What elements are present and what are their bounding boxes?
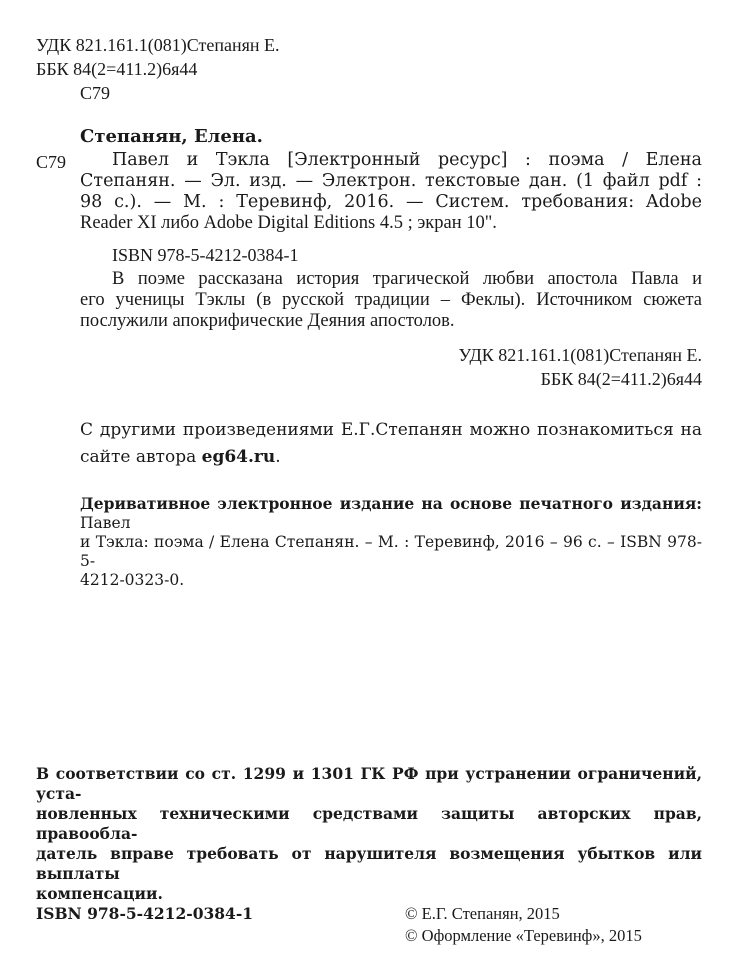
card-description xyxy=(80,150,702,234)
legal-notice xyxy=(36,764,702,904)
card-description-line: Степанян. — Эл. изд. — Электрон. текстовые дан. (1 файл pdf : xyxy=(80,171,702,191)
card-description-line: 98 с.). — М. : Теревинф, 2016. — Систем. требования: Adobe xyxy=(80,192,702,212)
derivative-line: и Тэкла: поэма / Елена Степанян. – М. : Теревинф, 2016 – 96 с. – ISBN 978-5- xyxy=(80,533,702,570)
author-mark: С79 xyxy=(80,83,111,103)
card-description-line: Reader XI либо Adobe Digital Editions 4.5 ; экран 10". xyxy=(80,213,497,233)
card-abstract xyxy=(80,269,702,332)
derivative-line: 4212-0323-0. xyxy=(80,571,185,589)
abstract-line: В поэме рассказана история трагической любви апостола Павла и xyxy=(112,269,702,289)
author-site-note xyxy=(80,417,702,471)
bbk-code: ББК 84(2=411.2)6я44 xyxy=(36,59,198,79)
author-site-line xyxy=(80,444,702,471)
legal-line: В соответствии со ст. 1299 и 1301 ГК РФ при устранении ограничений, уста- xyxy=(36,764,702,803)
copyright-author: © Е.Г. Степанян, 2015 xyxy=(405,904,560,923)
author-site-link[interactable]: eg64.ru xyxy=(201,447,276,467)
legal-line: новленных техническими средствами защиты авторских прав, правообла- xyxy=(36,804,702,843)
author-site-line: С другими произведениями Е.Г.Степанян можно познакомиться на xyxy=(80,420,702,440)
derivative-text: Павел xyxy=(80,514,131,532)
legal-line: компенсации. xyxy=(36,884,163,903)
card-author: Степанян, Елена. xyxy=(80,126,263,147)
derivative-heading: Деривативное электронное издание на основе печатного издания: xyxy=(80,494,702,513)
card-author-mark: С79 xyxy=(36,152,67,172)
card-udk: УДК 821.161.1(081)Степанян Е. xyxy=(458,345,702,365)
copyright-design: © Оформление «Теревинф», 2015 xyxy=(405,926,642,945)
abstract-line: послужили апокрифические Деяния апостолов. xyxy=(80,311,455,331)
abstract-line: его ученицы Тэклы (в русской традиции – Феклы). Источником сюжета xyxy=(80,290,702,310)
footer-isbn: ISBN 978-5-4212-0384-1 xyxy=(36,904,254,923)
udk-code: УДК 821.161.1(081)Степанян Е. xyxy=(36,35,280,55)
author-site-suffix: . xyxy=(275,447,281,467)
derivative-line xyxy=(80,494,702,533)
card-isbn: ISBN 978-5-4212-0384-1 xyxy=(112,245,299,265)
card-description-line: Павел и Тэкла [Электронный ресурс] : поэма / Елена xyxy=(112,150,702,170)
author-site-prefix: сайте автора xyxy=(80,447,202,467)
derivative-edition-note xyxy=(80,494,702,590)
legal-line: датель вправе требовать от нарушителя возмещения убытков или выплаты xyxy=(36,844,702,883)
card-bbk: ББК 84(2=411.2)6я44 xyxy=(540,369,702,389)
